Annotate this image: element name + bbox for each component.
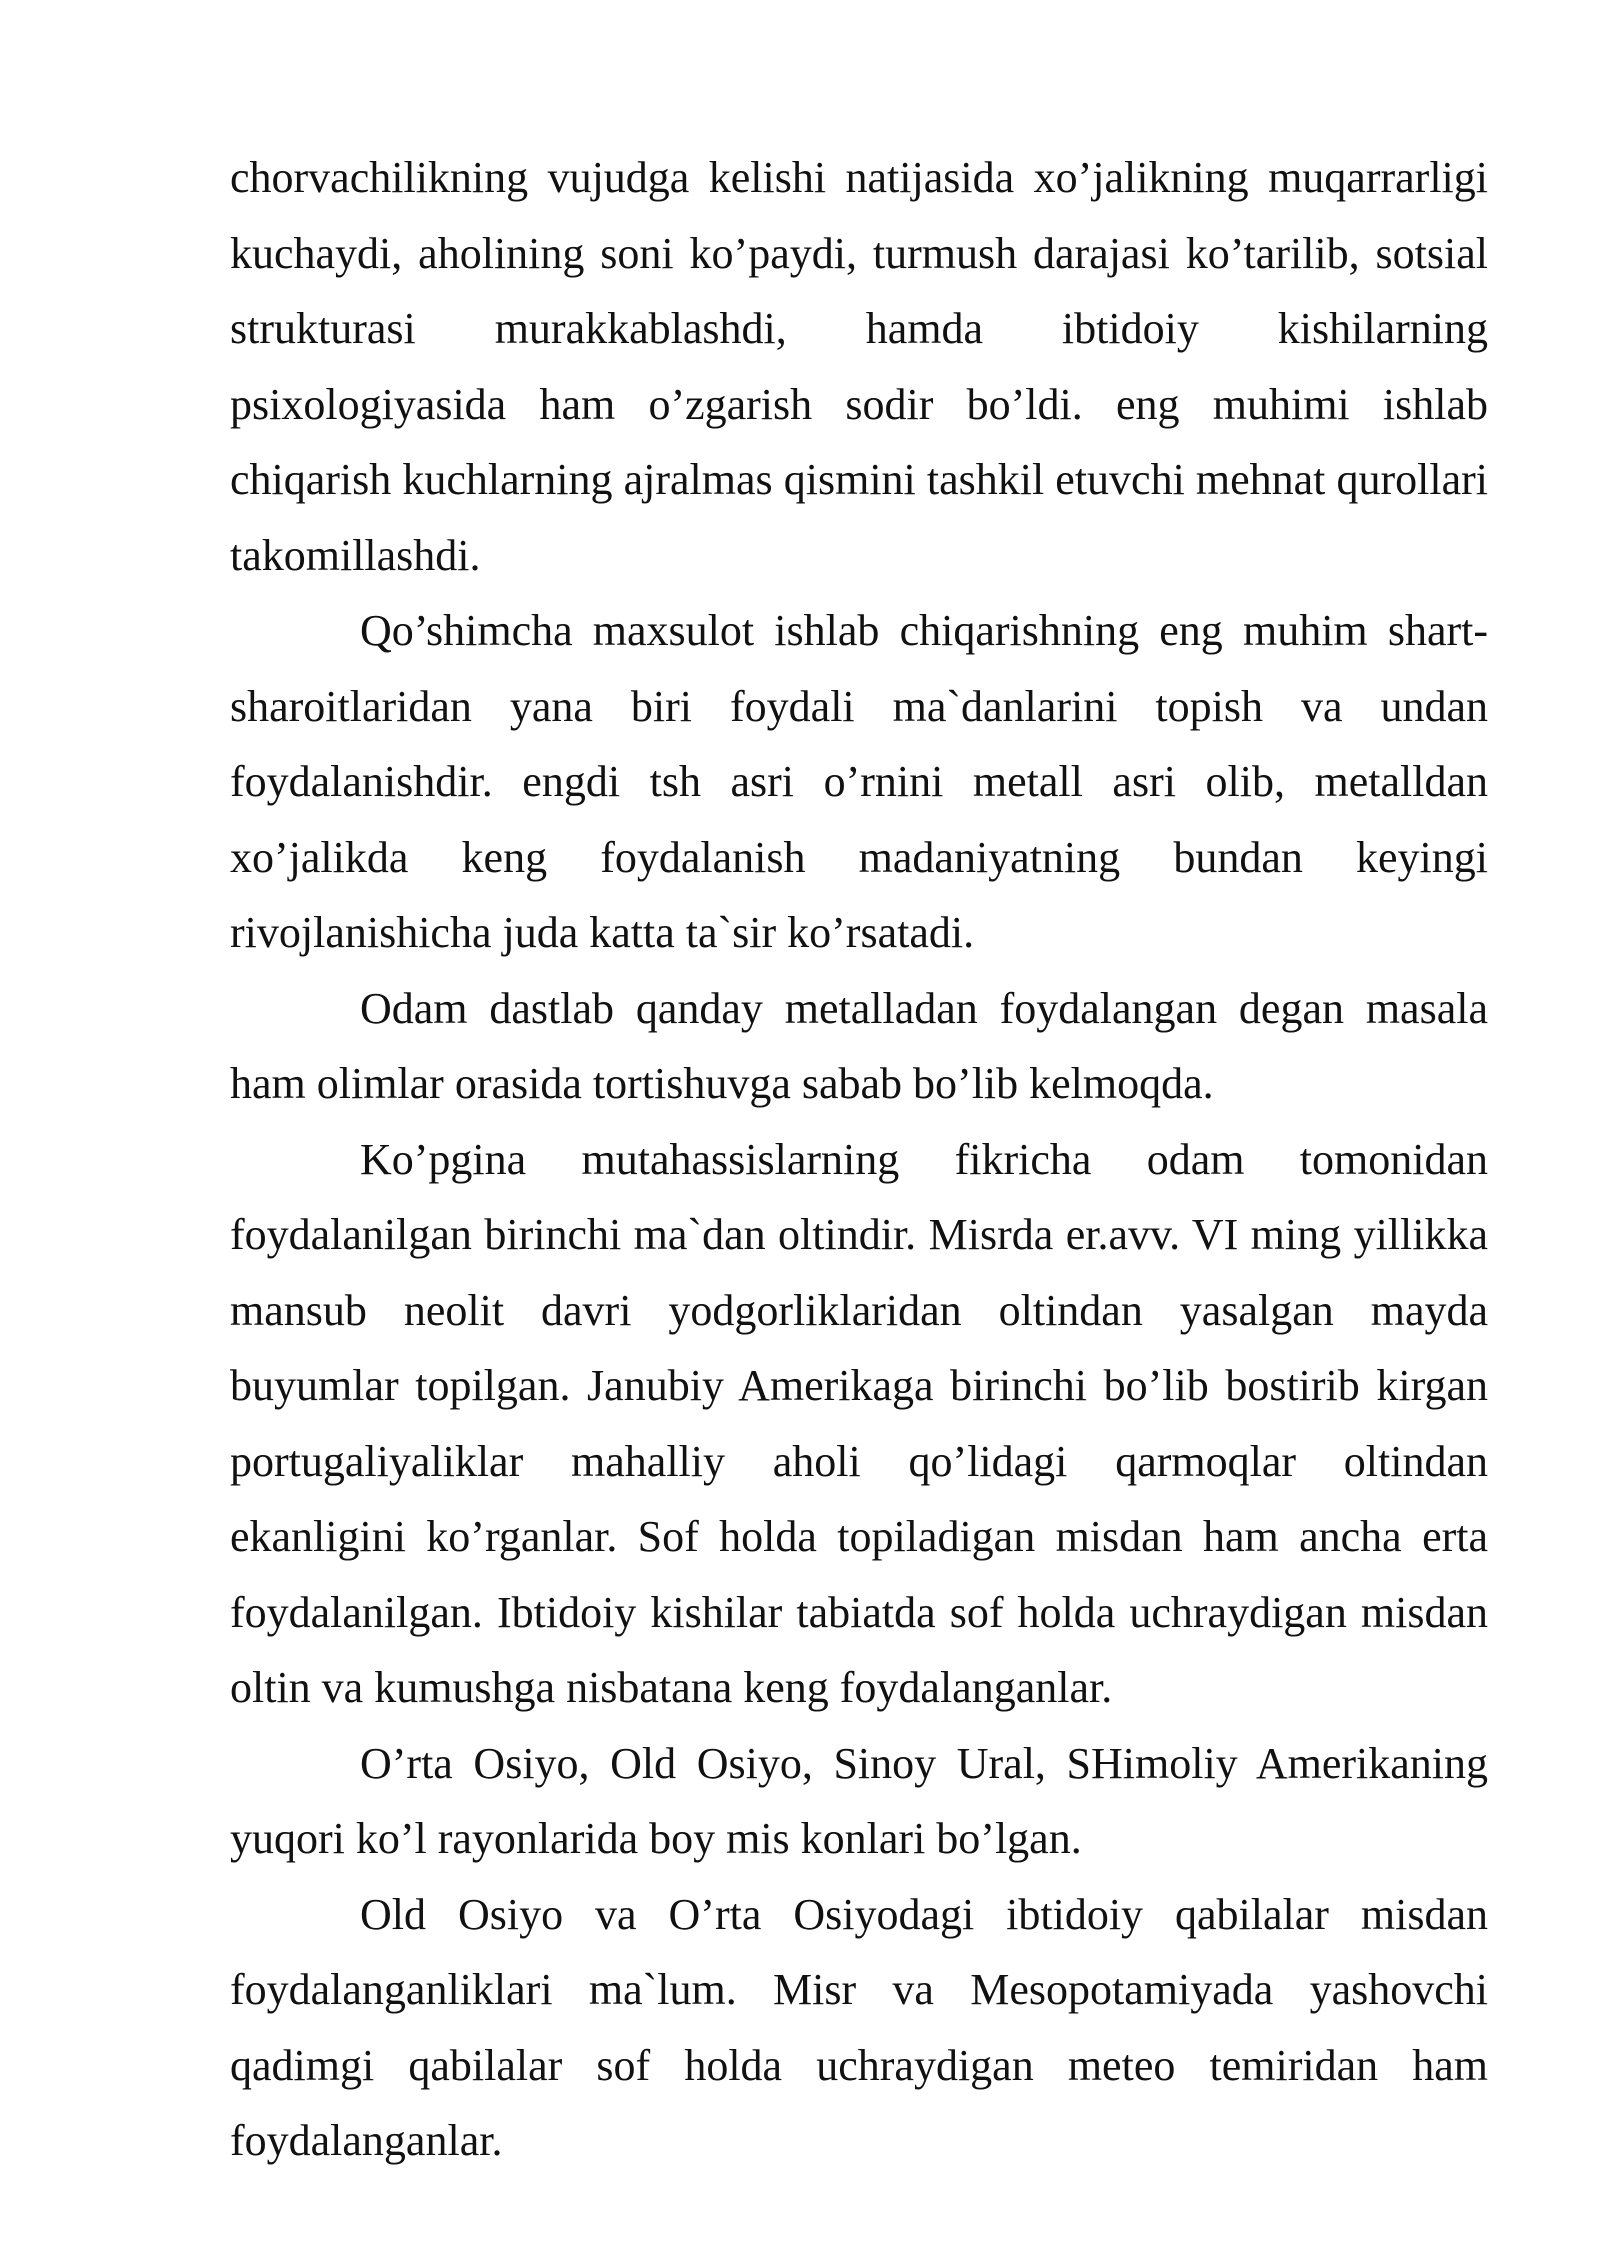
paragraph-1: chorvachilikning vujudga kelishi natijasida xo’jalikning muqarrarligi kuchaydi, aholining soni ko’paydi, turmush darajasi ko’tarilib, sotsial strukturasi murakkablashdi, hamda ibtidoiy kishilarning psixologiyasida ham o’zgarish sodir bo’ldi. eng muhimi ishlab chiqarish kuchlarning ajralmas qismini tashkil etuvchi mehnat qurollari takomillashdi.	[230, 153, 1488, 580]
paragraph-4: Ko’pgina mutahassislarning fikricha odam tomonidan foydalanilgan birinchi ma`dan oltindir. Misrda er.avv. VI ming yillikka mansub neolit davri yodgorliklaridan oltindan yasalgan mayda buyumlar topilgan. Janubiy Amerikaga birinchi bo’lib bostirib kirgan portugaliyaliklar mahalliy aholi qo’lidagi qarmoqlar oltindan ekanligini ko’rganlar. Sof holda topiladigan misdan ham ancha erta foydalanilgan. Ibtidoiy kishilar tabiatda sof holda uchraydigan misdan oltin va kumushga nisbatana keng foydalanganlar.	[230, 1134, 1488, 1712]
paragraph-5: O’rta Osiyo, Old Osiyo, Sinoy Ural, SHimoliy Amerikaning yuqori ko’l rayonlarida boy mis konlari bo’lgan.	[230, 1738, 1488, 1863]
paragraph-2: Qo’shimcha maxsulot ishlab chiqarishning eng muhim shart-sharoitlaridan yana biri foydali ma`danlarini topish va undan foydalanishdir. engdi tsh asri o’rnini metall asri olib, metalldan xo’jalikda keng foydalanish madaniyatning bundan keyingi rivojlanishicha juda katta ta`sir ko’rsatadi.	[230, 606, 1488, 957]
paragraph-3: Odam dastlab qanday metalladan foydalangan degan masala ham olimlar orasida tortishuvga sabab bo’lib kelmoqda.	[230, 983, 1488, 1108]
paragraph-6: Old Osiyo va O’rta Osiyodagi ibtidoiy qabilalar misdan foydalanganliklari ma`lum. Misr va Mesopotamiyada yashovchi qadimgi qabilalar sof holda uchraydigan meteo temiridan ham foydalanganlar.	[230, 1889, 1488, 2165]
document-body	[230, 140, 1488, 2179]
